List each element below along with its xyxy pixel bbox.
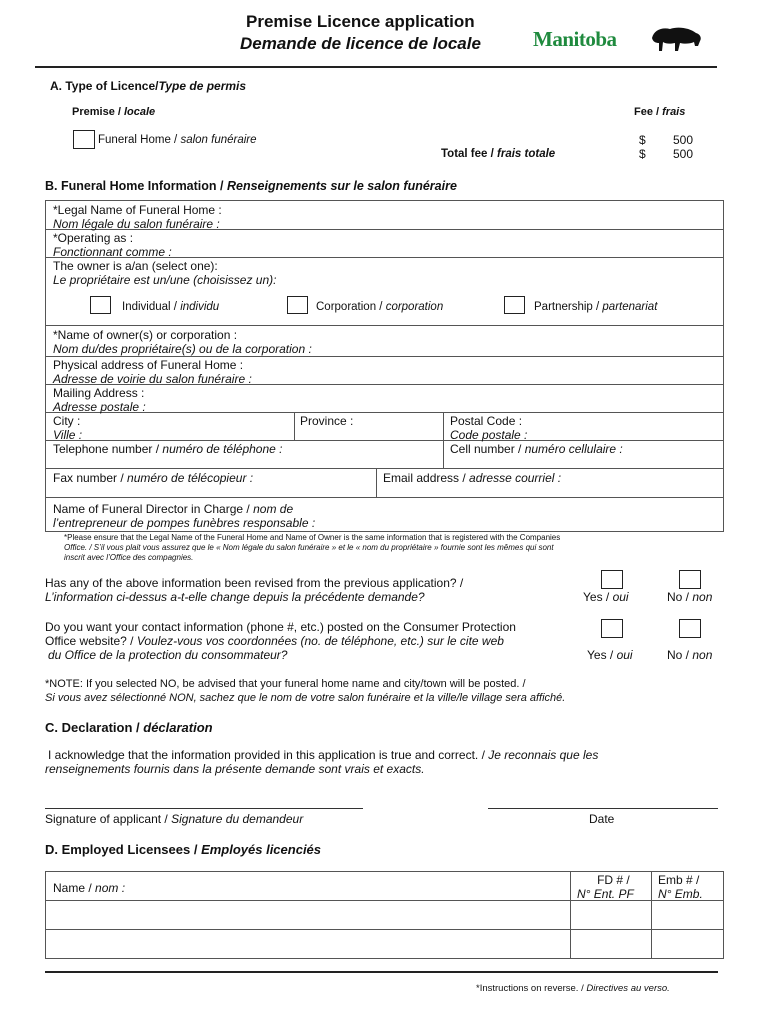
partnership-label: Partnership / partenariat	[534, 301, 658, 313]
row-divider	[45, 468, 724, 469]
question-contact-posting: Do you want your contact information (phone #, etc.) posted on the Consumer Protection Office website? / Voulez-vous vos coordonnées (no. de téléphone, etc.) sur le cite web du Office de la protection du consommateur?	[45, 620, 516, 662]
licensee-row[interactable]	[46, 901, 570, 928]
item-fee: 500	[673, 133, 694, 147]
section-b-heading: B. Funeral Home Information / Renseignements sur le salon funéraire	[45, 179, 457, 193]
footer-instructions: *Instructions on reverse. / Directives au verso.	[476, 983, 670, 994]
q2-no-checkbox[interactable]	[679, 619, 701, 638]
fee-column-label: Fee / frais	[634, 106, 686, 118]
telephone-field[interactable]: Telephone number / numéro de téléphone :	[53, 442, 283, 456]
footer-rule	[45, 971, 718, 973]
owner-name-field[interactable]: *Name of owner(s) or corporation : Nom du/des propriétaire(s) ou de la corporation :	[53, 328, 312, 356]
partnership-checkbox[interactable]	[504, 296, 525, 314]
row-divider	[45, 325, 724, 326]
title-fr: Demande de licence de locale	[240, 34, 481, 53]
emb-number-header: Emb # / N° Emb.	[658, 873, 703, 901]
funeral-home-label: Funeral Home / salon funéraire	[98, 134, 257, 146]
postal-code-field[interactable]: Postal Code : Code postale :	[450, 414, 528, 442]
header-rule	[35, 66, 717, 68]
operating-as-field[interactable]: *Operating as : Fonctionnant comme :	[53, 231, 172, 259]
logo-text: Manitoba	[533, 27, 617, 51]
date-line[interactable]	[488, 808, 718, 809]
section-c-heading: C. Declaration / déclaration	[45, 720, 213, 735]
col-divider	[376, 468, 377, 497]
registration-note: *Please ensure that the Legal Name of the Funeral Home and Name of Owner is the same information that is registered with the Companies Office. / S’il vous plait vous assurez que le « Nom légale du salon funéraire » et le « nom du propriétaire » fournie sont les mêmes qui sont inscrit avec l’Office des compagnies.	[64, 533, 561, 562]
q1-no-label: No / non	[667, 590, 713, 604]
q2-yes-checkbox[interactable]	[601, 619, 623, 638]
licensee-name-header: Name / nom :	[53, 881, 126, 895]
corporation-label: Corporation / corporation	[316, 301, 444, 313]
licensee-col-divider	[651, 871, 652, 959]
title-en: Premise Licence application	[246, 12, 475, 31]
physical-address-field[interactable]: Physical address of Funeral Home : Adresse de voirie du salon funéraire :	[53, 358, 252, 386]
email-field[interactable]: Email address / adresse courriel :	[383, 471, 562, 485]
corporation-checkbox[interactable]	[287, 296, 308, 314]
q2-yes-label: Yes / oui	[587, 648, 633, 662]
province-field[interactable]: Province :	[300, 414, 354, 428]
signature-line[interactable]	[45, 808, 363, 809]
total-currency: $	[639, 147, 646, 161]
q1-yes-checkbox[interactable]	[601, 570, 623, 589]
licensee-col-divider	[570, 871, 571, 959]
owner-type-label: The owner is a/an (select one): Le propriétaire est un/une (choisissez un):	[53, 259, 277, 287]
row-divider	[45, 497, 724, 498]
bison-icon	[648, 24, 704, 54]
total-fee: 500	[673, 147, 694, 161]
declaration-text: I acknowledge that the information provided in this application is true and correct. / Je reconnais que les renseignements fournis dans la présente demande sont vrais et exacts.	[45, 748, 599, 776]
manitoba-logo	[533, 24, 703, 58]
fd-number-header: FD # / N° Ent. PF	[577, 873, 634, 901]
mailing-address-field[interactable]: Mailing Address : Adresse postale :	[53, 386, 146, 414]
signature-label: Signature of applicant / Signature du demandeur	[45, 812, 304, 826]
col-divider	[443, 412, 444, 468]
city-field[interactable]: City : Ville :	[53, 414, 83, 442]
premise-column-label: Premise / locale	[72, 106, 156, 118]
q1-no-checkbox[interactable]	[679, 570, 701, 589]
funeral-home-checkbox[interactable]	[73, 130, 95, 149]
cell-field[interactable]: Cell number / numéro cellulaire :	[450, 442, 623, 456]
no-selection-note: *NOTE: If you selected NO, be advised that your funeral home name and city/town will be posted. / Si vous avez sélectionné NON, sachez que le nom de votre salon funéraire et la ville/le village sera affiché.	[45, 678, 566, 704]
date-label: Date	[589, 812, 615, 826]
question-revised: Has any of the above information been revised from the previous application? / L’information ci-dessus a-t-elle change depuis la précédente demande?	[45, 576, 464, 604]
q2-no-label: No / non	[667, 648, 713, 662]
item-currency: $	[639, 133, 646, 147]
row-divider	[45, 412, 724, 413]
section-d-heading: D. Employed Licensees / Employés licenciés	[45, 842, 322, 857]
row-divider	[45, 440, 724, 441]
col-divider	[294, 412, 295, 440]
individual-label: Individual / individu	[122, 301, 220, 313]
section-a-heading: A. Type of Licence/Type de permis	[50, 79, 247, 93]
licensee-row[interactable]	[46, 930, 570, 958]
q1-yes-label: Yes / oui	[583, 590, 629, 604]
individual-checkbox[interactable]	[90, 296, 111, 314]
row-divider	[45, 356, 724, 357]
total-fee-label: Total fee / frais totale	[441, 148, 556, 160]
legal-name-field[interactable]: *Legal Name of Funeral Home : Nom légale du salon funéraire :	[53, 203, 222, 231]
funeral-director-field[interactable]: Name of Funeral Director in Charge / nom de l’entrepreneur de pompes funèbres responsable :	[53, 502, 316, 530]
fax-field[interactable]: Fax number / numéro de télécopieur :	[53, 471, 254, 485]
